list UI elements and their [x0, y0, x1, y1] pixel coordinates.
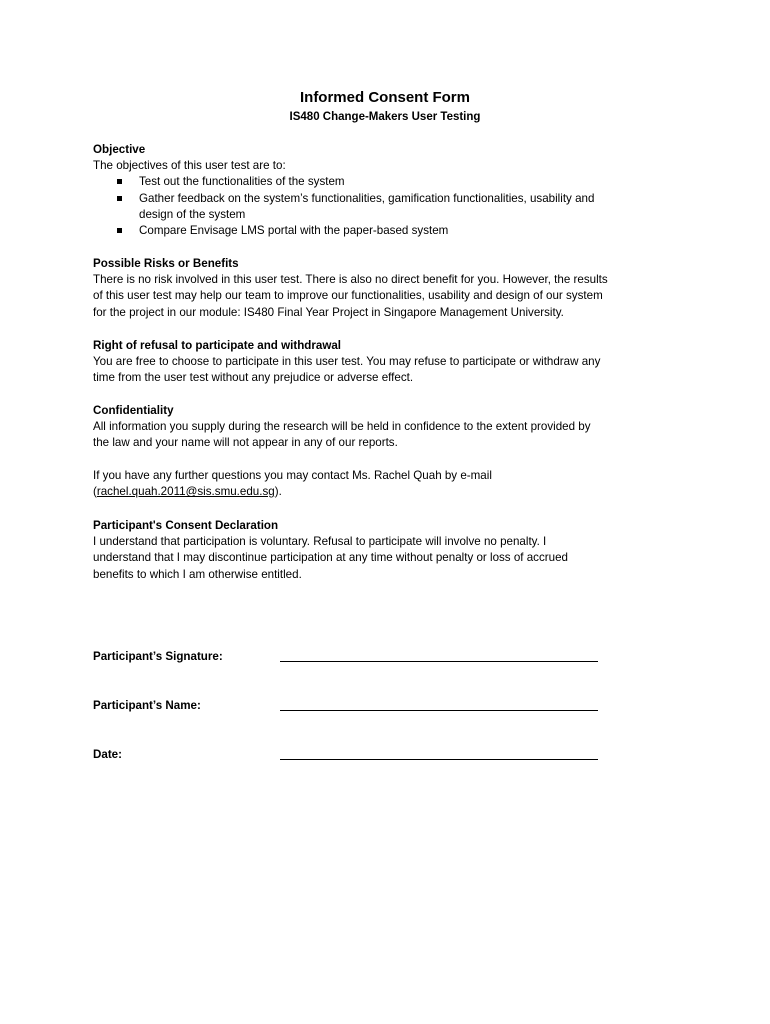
objective-list [93, 174, 693, 239]
risks-text-line: There is no risk involved in this user test. There is also no direct benefit for you. However, the results [93, 273, 608, 287]
declaration-text-line: benefits to which I am otherwise entitled. [93, 567, 302, 581]
form-title: Informed Consent Form [299, 89, 470, 106]
name-row [93, 698, 613, 714]
risks-text-line: of this user test may help our team to improve our functionalities, usability and design of our system [93, 289, 603, 303]
confidentiality-section [93, 403, 693, 452]
confidentiality-heading: Confidentiality [93, 404, 174, 417]
list-item-text: Test out the functionalities of the system [139, 175, 345, 189]
declaration-text-line: I understand that participation is voluntary. Refusal to participate will involve no penalty. I [93, 535, 547, 549]
confidentiality-text-line: the law and your name will not appear in any of our reports. [93, 436, 398, 450]
email-link[interactable]: rachel.quah.2011@sis.smu.edu.sg [96, 485, 275, 499]
list-item-text: design of the system [139, 207, 246, 221]
contact-text: If you have any further questions you may contact Ms. Rachel Quah by e-mail [93, 469, 492, 482]
refusal-text-line: You are free to choose to participate in this user test. You may refuse to participate or withdraw any [93, 355, 601, 369]
name-label: Participant’s Name: [93, 699, 201, 712]
form-subtitle: IS480 Change-Makers User Testing [289, 111, 481, 123]
date-row [93, 747, 613, 763]
refusal-text-line: time from the user test without any prejudice or adverse effect. [93, 371, 414, 385]
list-item-text: Compare Envisage LMS portal with the paper-based system [139, 223, 449, 237]
list-item [93, 223, 693, 239]
date-label: Date: [93, 748, 122, 761]
signature-label: Participant’s Signature: [93, 650, 223, 663]
signature-row [93, 649, 613, 665]
risks-heading: Possible Risks or Benefits [93, 257, 239, 270]
square-bullet-icon [117, 196, 122, 201]
refusal-heading: Right of refusal to participate and withdrawal [93, 339, 342, 352]
square-bullet-icon [117, 179, 122, 184]
name-field[interactable] [280, 698, 598, 711]
list-item-text: Gather feedback on the system’s functionalities, gamification functionalities, usability and [139, 191, 595, 205]
contact-email-line [93, 484, 693, 500]
declaration-text-line: understand that I may discontinue participation at any time without penalty or loss of accrued [93, 551, 568, 565]
objective-intro: The objectives of this user test are to: [93, 159, 286, 173]
contact-section [93, 468, 693, 500]
list-item [93, 174, 693, 190]
list-item [93, 191, 693, 223]
confidentiality-text-line: All information you supply during the research will be held in confidence to the extent provided by [93, 420, 591, 434]
risks-text-line: for the project in our module: IS480 Final Year Project in Singapore Management University. [93, 305, 564, 319]
date-field[interactable] [280, 747, 598, 760]
declaration-heading: Participant's Consent Declaration [93, 519, 279, 532]
objective-heading: Objective [93, 143, 146, 156]
close-paren: ). [274, 485, 282, 499]
signature-field[interactable] [280, 649, 598, 662]
declaration-section [93, 518, 693, 583]
objective-section [93, 142, 693, 239]
square-bullet-icon [117, 228, 122, 233]
refusal-section [93, 338, 693, 387]
risks-section [93, 256, 693, 321]
open-paren: ( [93, 485, 97, 499]
